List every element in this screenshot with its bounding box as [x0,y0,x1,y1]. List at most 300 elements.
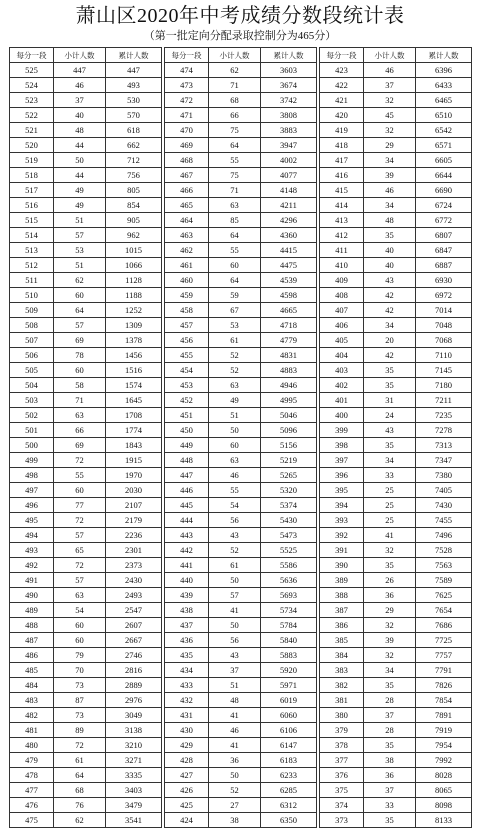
cell-cumulative: 4883 [261,363,317,378]
cell-cumulative: 4779 [261,333,317,348]
cell-cumulative: 7405 [416,483,472,498]
cell-cumulative: 7954 [416,738,472,753]
table-row [10,108,162,123]
score-table-2 [164,47,317,828]
table-row [165,678,317,693]
cell-count: 53 [54,243,106,258]
table-row [320,258,472,273]
cell-cumulative: 1774 [106,423,162,438]
cell-score: 506 [10,348,54,363]
cell-cumulative: 6690 [416,183,472,198]
cell-count: 59 [209,288,261,303]
cell-cumulative: 5840 [261,633,317,648]
cell-score: 425 [165,798,209,813]
cell-count: 48 [209,693,261,708]
cell-score: 464 [165,213,209,228]
cell-cumulative: 2889 [106,678,162,693]
cell-cumulative: 5096 [261,423,317,438]
table-row [320,753,472,768]
cell-cumulative: 5046 [261,408,317,423]
cell-score: 395 [320,483,364,498]
table-row [10,633,162,648]
cell-count: 29 [364,138,416,153]
table-row [165,168,317,183]
cell-score: 444 [165,513,209,528]
cell-score: 504 [10,378,54,393]
cell-count: 63 [209,453,261,468]
cell-score: 488 [10,618,54,633]
cell-score: 381 [320,693,364,708]
cell-score: 447 [165,468,209,483]
cell-cumulative: 5265 [261,468,317,483]
table-row [320,183,472,198]
table-row [320,198,472,213]
cell-score: 397 [320,453,364,468]
cell-cumulative: 6183 [261,753,317,768]
cell-cumulative: 1066 [106,258,162,273]
table-row [10,168,162,183]
cell-score: 406 [320,318,364,333]
cell-count: 20 [364,333,416,348]
cell-count: 34 [364,453,416,468]
cell-cumulative: 5374 [261,498,317,513]
table-row [320,303,472,318]
table-row [10,543,162,558]
cell-cumulative: 4831 [261,348,317,363]
cell-score: 476 [10,798,54,813]
cell-cumulative: 7725 [416,633,472,648]
table-row [165,228,317,243]
cell-score: 489 [10,603,54,618]
cell-score: 516 [10,198,54,213]
cell-score: 408 [320,288,364,303]
table-row [10,408,162,423]
cell-cumulative: 7380 [416,468,472,483]
cell-cumulative: 2373 [106,558,162,573]
cell-cumulative: 7992 [416,753,472,768]
cell-score: 379 [320,723,364,738]
cell-count: 32 [364,543,416,558]
cell-cumulative: 5784 [261,618,317,633]
cell-score: 497 [10,483,54,498]
cell-cumulative: 6510 [416,108,472,123]
table-row [320,393,472,408]
cell-score: 442 [165,543,209,558]
cell-cumulative: 5525 [261,543,317,558]
cell-score: 373 [320,813,364,828]
table-row [10,198,162,213]
cell-score: 419 [320,123,364,138]
cell-cumulative: 2107 [106,498,162,513]
table-row [10,768,162,783]
table-row [10,303,162,318]
cell-score: 513 [10,243,54,258]
cell-score: 404 [320,348,364,363]
table-row [320,528,472,543]
cell-cumulative: 7235 [416,408,472,423]
cell-score: 472 [165,93,209,108]
cell-count: 49 [54,198,106,213]
cell-score: 490 [10,588,54,603]
cell-score: 405 [320,333,364,348]
cell-count: 39 [364,633,416,648]
cell-cumulative: 7891 [416,708,472,723]
table-row [320,333,472,348]
cell-score: 410 [320,258,364,273]
cell-score: 430 [165,723,209,738]
cell-score: 414 [320,198,364,213]
table-row [10,783,162,798]
cell-cumulative: 6350 [261,813,317,828]
score-tables [9,47,472,825]
cell-count: 64 [54,303,106,318]
cell-cumulative: 2030 [106,483,162,498]
cell-score: 479 [10,753,54,768]
cell-cumulative: 7686 [416,618,472,633]
cell-score: 505 [10,363,54,378]
cell-cumulative: 6972 [416,288,472,303]
table-row [165,453,317,468]
table-row [10,678,162,693]
cell-score: 521 [10,123,54,138]
cell-cumulative: 7110 [416,348,472,363]
cell-count: 50 [209,768,261,783]
table-row [165,198,317,213]
table-row [10,288,162,303]
table-row [320,348,472,363]
table-row [320,648,472,663]
table-row [10,618,162,633]
table-row [165,753,317,768]
cell-score: 420 [320,108,364,123]
table-row [10,513,162,528]
cell-cumulative: 7347 [416,453,472,468]
cell-score: 509 [10,303,54,318]
cell-count: 41 [209,603,261,618]
cell-cumulative: 530 [106,93,162,108]
cell-count: 50 [209,423,261,438]
table-row [320,153,472,168]
cell-cumulative: 6772 [416,213,472,228]
cell-score: 391 [320,543,364,558]
cell-count: 48 [54,123,106,138]
cell-score: 374 [320,798,364,813]
cell-score: 520 [10,138,54,153]
table-row [165,813,317,828]
cell-count: 57 [54,228,106,243]
cell-score: 481 [10,723,54,738]
cell-count: 50 [54,153,106,168]
cell-count: 42 [364,303,416,318]
cell-cumulative: 1516 [106,363,162,378]
table-row [165,423,317,438]
table-row [165,573,317,588]
cell-count: 35 [364,438,416,453]
table-row [10,528,162,543]
cell-cumulative: 7589 [416,573,472,588]
cell-cumulative: 2816 [106,663,162,678]
cell-cumulative: 3479 [106,798,162,813]
cell-score: 500 [10,438,54,453]
cell-cumulative: 1309 [106,318,162,333]
cell-score: 514 [10,228,54,243]
cell-cumulative: 6233 [261,768,317,783]
cell-score: 412 [320,228,364,243]
table-row [320,603,472,618]
cell-cumulative: 493 [106,78,162,93]
cell-count: 72 [54,453,106,468]
cell-score: 517 [10,183,54,198]
cell-cumulative: 6312 [261,798,317,813]
cell-count: 38 [364,753,416,768]
cell-score: 407 [320,303,364,318]
cell-cumulative: 7014 [416,303,472,318]
cell-cumulative: 2301 [106,543,162,558]
cell-cumulative: 4002 [261,153,317,168]
table-row [10,438,162,453]
cell-cumulative: 756 [106,168,162,183]
cell-cumulative: 2179 [106,513,162,528]
cell-count: 55 [209,243,261,258]
cell-score: 455 [165,348,209,363]
cell-cumulative: 1188 [106,288,162,303]
cell-score: 512 [10,258,54,273]
cell-count: 27 [209,798,261,813]
cell-score: 413 [320,213,364,228]
cell-score: 433 [165,678,209,693]
cell-score: 501 [10,423,54,438]
score-table-1 [9,47,162,828]
cell-cumulative: 3403 [106,783,162,798]
cell-count: 43 [364,423,416,438]
cell-cumulative: 4995 [261,393,317,408]
page-title: 萧山区2020年中考成绩分数段统计表 [75,5,405,27]
table-row [320,93,472,108]
cell-count: 35 [364,813,416,828]
cell-count: 49 [54,183,106,198]
cell-cumulative: 1378 [106,333,162,348]
cell-count: 56 [209,513,261,528]
cell-cumulative: 5971 [261,678,317,693]
cell-cumulative: 6396 [416,63,472,78]
cell-count: 55 [209,153,261,168]
cell-cumulative: 1843 [106,438,162,453]
cell-count: 73 [54,678,106,693]
cell-cumulative: 7654 [416,603,472,618]
table-row [165,318,317,333]
cell-score: 449 [165,438,209,453]
cell-count: 61 [54,753,106,768]
cell-cumulative: 6807 [416,228,472,243]
cell-count: 33 [364,798,416,813]
cell-count: 66 [54,423,106,438]
cell-count: 51 [54,213,106,228]
cell-score: 471 [165,108,209,123]
cell-count: 69 [54,333,106,348]
table-row [320,723,472,738]
cell-score: 398 [320,438,364,453]
cell-score: 484 [10,678,54,693]
cell-cumulative: 962 [106,228,162,243]
table-row [10,573,162,588]
cell-score: 478 [10,768,54,783]
cell-cumulative: 905 [106,213,162,228]
header-count: 小计人数 [54,48,106,63]
cell-count: 53 [209,318,261,333]
cell-count: 61 [209,333,261,348]
cell-score: 383 [320,663,364,678]
table-row [320,363,472,378]
cell-cumulative: 6542 [416,123,472,138]
cell-score: 523 [10,93,54,108]
cell-count: 33 [364,468,416,483]
table-row [320,213,472,228]
cell-cumulative: 5430 [261,513,317,528]
cell-cumulative: 7145 [416,363,472,378]
cell-cumulative: 7919 [416,723,472,738]
cell-cumulative: 6060 [261,708,317,723]
table-row [320,588,472,603]
cell-score: 482 [10,708,54,723]
cell-score: 409 [320,273,364,288]
cell-cumulative: 712 [106,153,162,168]
table-row [10,63,162,78]
cell-cumulative: 7455 [416,513,472,528]
cell-cumulative: 7430 [416,498,472,513]
table-row [165,603,317,618]
cell-count: 61 [209,558,261,573]
table-row [165,498,317,513]
cell-score: 454 [165,363,209,378]
cell-count: 54 [209,498,261,513]
cell-score: 503 [10,393,54,408]
cell-count: 24 [364,408,416,423]
table-row [10,498,162,513]
cell-score: 445 [165,498,209,513]
cell-count: 32 [364,93,416,108]
cell-score: 421 [320,93,364,108]
table-row [10,813,162,828]
cell-count: 35 [364,558,416,573]
cell-count: 28 [364,693,416,708]
table-row [165,468,317,483]
cell-count: 25 [364,513,416,528]
cell-cumulative: 1128 [106,273,162,288]
cell-count: 52 [209,348,261,363]
cell-cumulative: 5920 [261,663,317,678]
table-row [165,93,317,108]
header-cumulative: 累计人数 [261,48,317,63]
table-row [320,783,472,798]
cell-count: 51 [209,678,261,693]
table-row [10,423,162,438]
cell-count: 51 [54,258,106,273]
cell-count: 72 [54,558,106,573]
cell-score: 511 [10,273,54,288]
cell-score: 423 [320,63,364,78]
cell-count: 36 [364,588,416,603]
cell-cumulative: 1456 [106,348,162,363]
cell-score: 456 [165,333,209,348]
cell-score: 515 [10,213,54,228]
table-row [320,543,472,558]
cell-cumulative: 1015 [106,243,162,258]
cell-cumulative: 2236 [106,528,162,543]
table-row [165,738,317,753]
table-row [320,438,472,453]
table-row [165,348,317,363]
cell-count: 37 [209,663,261,678]
cell-count: 54 [54,603,106,618]
cell-score: 376 [320,768,364,783]
table-row [165,108,317,123]
cell-count: 41 [209,708,261,723]
cell-count: 40 [364,243,416,258]
table-row [10,378,162,393]
header-score: 每分一段 [10,48,54,63]
table-row [10,213,162,228]
cell-cumulative: 7854 [416,693,472,708]
cell-cumulative: 6433 [416,78,472,93]
table-row [320,513,472,528]
cell-score: 518 [10,168,54,183]
cell-score: 496 [10,498,54,513]
header-cumulative: 累计人数 [416,48,472,63]
cell-count: 66 [209,108,261,123]
cell-cumulative: 8133 [416,813,472,828]
table-row [320,708,472,723]
table-row [10,663,162,678]
cell-count: 37 [364,78,416,93]
cell-count: 72 [54,513,106,528]
table-row [10,138,162,153]
cell-score: 469 [165,138,209,153]
cell-cumulative: 1574 [106,378,162,393]
cell-score: 432 [165,693,209,708]
cell-count: 46 [364,63,416,78]
cell-cumulative: 854 [106,198,162,213]
cell-score: 443 [165,528,209,543]
cell-cumulative: 2493 [106,588,162,603]
table-row [320,423,472,438]
cell-count: 37 [364,708,416,723]
cell-cumulative: 7625 [416,588,472,603]
cell-count: 70 [54,663,106,678]
table-header-row [320,48,472,63]
cell-cumulative: 6019 [261,693,317,708]
cell-cumulative: 618 [106,123,162,138]
table-row [320,318,472,333]
cell-count: 31 [364,393,416,408]
cell-score: 461 [165,258,209,273]
cell-score: 452 [165,393,209,408]
cell-score: 448 [165,453,209,468]
cell-count: 73 [54,708,106,723]
cell-score: 493 [10,543,54,558]
cell-count: 34 [364,153,416,168]
cell-score: 377 [320,753,364,768]
cell-score: 417 [320,153,364,168]
cell-score: 440 [165,573,209,588]
table-row [165,528,317,543]
cell-cumulative: 7211 [416,393,472,408]
cell-score: 439 [165,588,209,603]
cell-count: 56 [209,633,261,648]
cell-cumulative: 4539 [261,273,317,288]
cell-cumulative: 5156 [261,438,317,453]
cell-cumulative: 4475 [261,258,317,273]
cell-cumulative: 1708 [106,408,162,423]
